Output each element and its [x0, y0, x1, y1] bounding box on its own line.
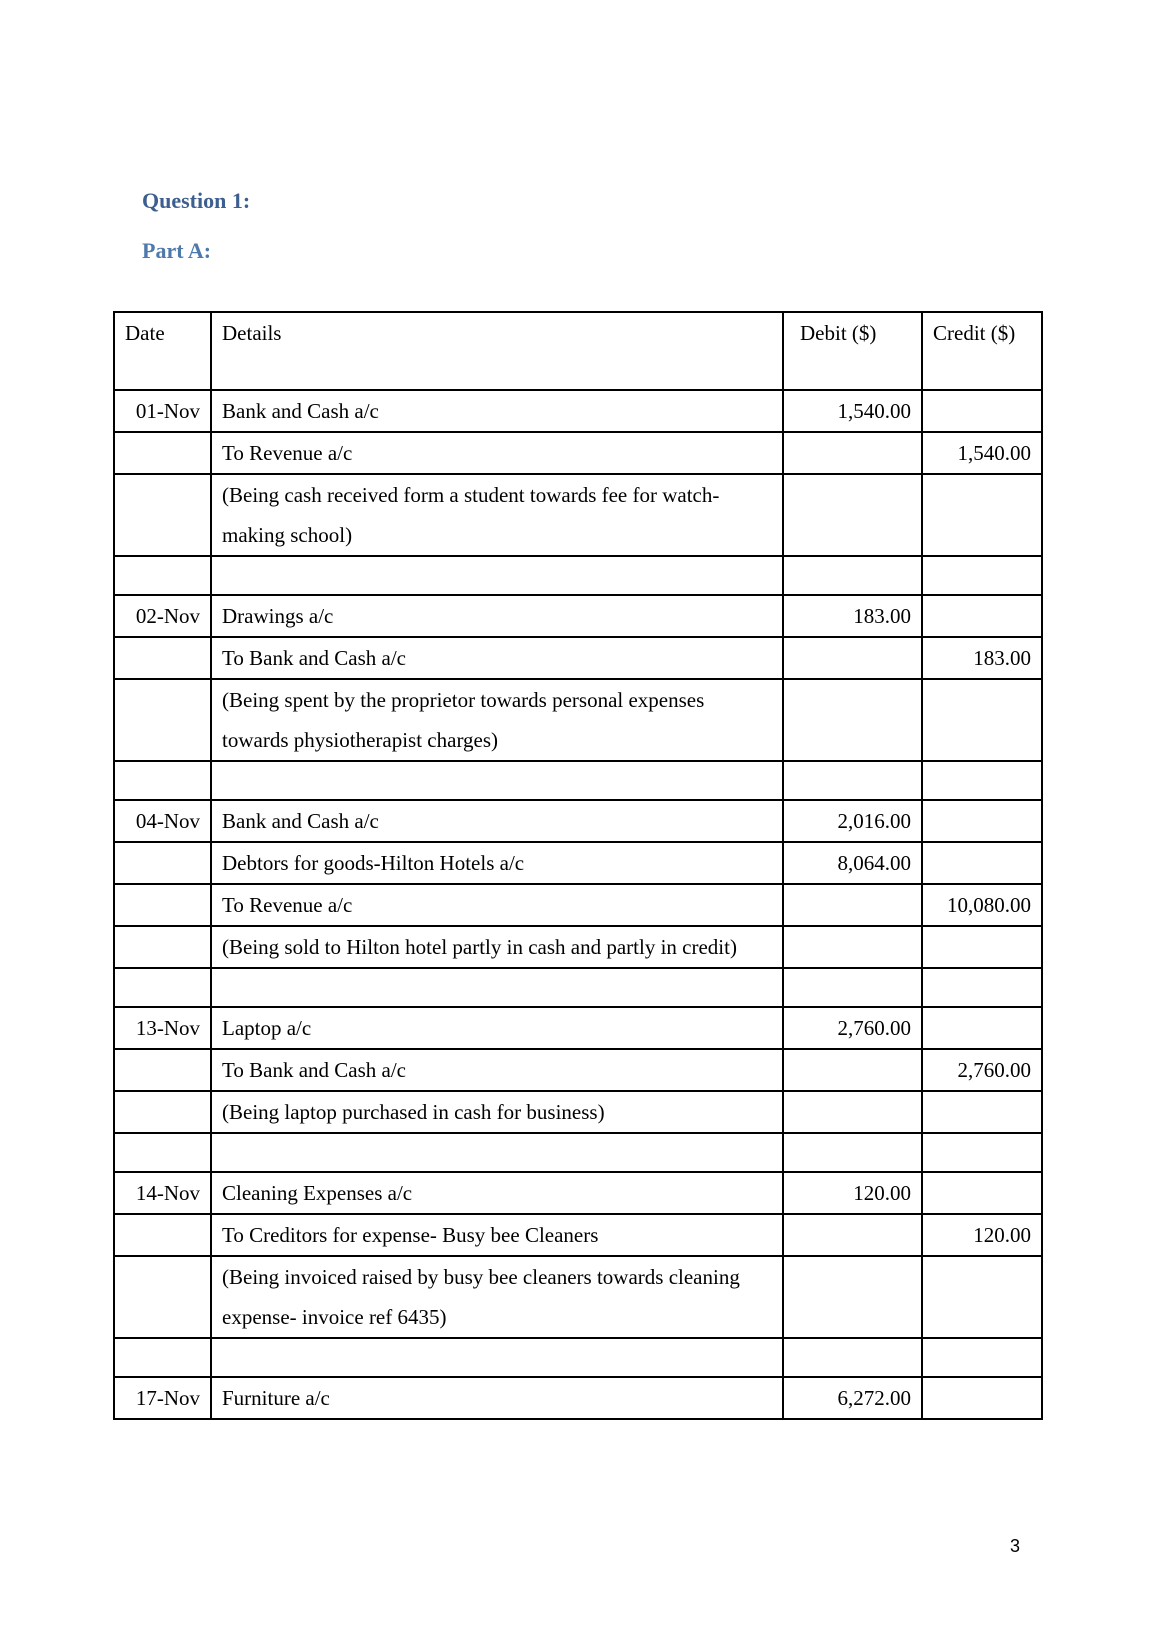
cell-credit [922, 926, 1042, 968]
cell-date [114, 679, 211, 761]
cell-details: Bank and Cash a/c [211, 390, 783, 432]
cell-date: 17-Nov [114, 1377, 211, 1419]
cell-debit [783, 474, 922, 556]
cell-credit [922, 1007, 1042, 1049]
cell-debit [783, 1256, 922, 1338]
cell-debit: 6,272.00 [783, 1377, 922, 1419]
cell-details: To Revenue a/c [211, 432, 783, 474]
cell-debit: 8,064.00 [783, 842, 922, 884]
cell-date [114, 1338, 211, 1377]
cell-debit [783, 637, 922, 679]
table-header-row [114, 312, 1042, 390]
question-heading: Question 1: [142, 188, 251, 213]
cell-date [114, 474, 211, 556]
cell-debit [783, 1049, 922, 1091]
cell-credit [922, 1172, 1042, 1214]
cell-debit [783, 679, 922, 761]
table-row [114, 1091, 1042, 1133]
cell-details: To Bank and Cash a/c [211, 1049, 783, 1091]
table-row [114, 1133, 1042, 1172]
table-row [114, 800, 1042, 842]
table-row [114, 679, 1042, 761]
cell-debit [783, 926, 922, 968]
cell-debit: 2,016.00 [783, 800, 922, 842]
table-row [114, 1172, 1042, 1214]
cell-credit [922, 968, 1042, 1007]
cell-details: (Being laptop purchased in cash for business) [211, 1091, 783, 1133]
cell-details: (Being sold to Hilton hotel partly in cash and partly in credit) [211, 926, 783, 968]
cell-debit [783, 761, 922, 800]
page-number: 3 [1010, 1536, 1021, 1556]
cell-credit [922, 842, 1042, 884]
cell-date [114, 842, 211, 884]
cell-details: Debtors for goods-Hilton Hotels a/c [211, 842, 783, 884]
cell-date: 04-Nov [114, 800, 211, 842]
table-row [114, 761, 1042, 800]
cell-debit: 2,760.00 [783, 1007, 922, 1049]
cell-details: To Creditors for expense- Busy bee Cleaners [211, 1214, 783, 1256]
cell-credit [922, 1338, 1042, 1377]
cell-details [211, 761, 783, 800]
cell-date [114, 1049, 211, 1091]
cell-details: Laptop a/c [211, 1007, 783, 1049]
cell-debit [783, 556, 922, 595]
cell-date: 14-Nov [114, 1172, 211, 1214]
cell-credit [922, 474, 1042, 556]
cell-credit [922, 800, 1042, 842]
table-row [114, 1214, 1042, 1256]
table-row [114, 637, 1042, 679]
cell-details: Bank and Cash a/c [211, 800, 783, 842]
cell-debit [783, 1338, 922, 1377]
cell-date [114, 761, 211, 800]
cell-date [114, 556, 211, 595]
cell-credit [922, 1256, 1042, 1338]
table-row [114, 556, 1042, 595]
cell-credit [922, 390, 1042, 432]
journal-entries-table [113, 311, 1043, 1420]
cell-debit: 1,540.00 [783, 390, 922, 432]
cell-details: Furniture a/c [211, 1377, 783, 1419]
cell-details: To Revenue a/c [211, 884, 783, 926]
cell-debit [783, 1214, 922, 1256]
table-row [114, 1049, 1042, 1091]
cell-credit: 1,540.00 [922, 432, 1042, 474]
cell-debit [783, 1091, 922, 1133]
part-heading: Part A: [142, 238, 212, 263]
cell-details [211, 1338, 783, 1377]
cell-date [114, 1133, 211, 1172]
cell-debit [783, 432, 922, 474]
cell-credit [922, 595, 1042, 637]
cell-date: 01-Nov [114, 390, 211, 432]
table-row [114, 1338, 1042, 1377]
journal-body [114, 390, 1042, 1419]
cell-date: 02-Nov [114, 595, 211, 637]
table-row [114, 926, 1042, 968]
table-row [114, 1256, 1042, 1338]
cell-details [211, 1133, 783, 1172]
cell-credit [922, 1091, 1042, 1133]
header-details: Details [211, 312, 783, 390]
cell-details [211, 556, 783, 595]
table-row [114, 595, 1042, 637]
cell-date: 13-Nov [114, 1007, 211, 1049]
cell-debit [783, 968, 922, 1007]
cell-credit [922, 1377, 1042, 1419]
table-row [114, 968, 1042, 1007]
cell-details: Cleaning Expenses a/c [211, 1172, 783, 1214]
cell-details [211, 968, 783, 1007]
cell-date [114, 637, 211, 679]
cell-credit [922, 679, 1042, 761]
table-row [114, 390, 1042, 432]
cell-debit [783, 1133, 922, 1172]
cell-credit [922, 761, 1042, 800]
cell-date [114, 1256, 211, 1338]
cell-debit [783, 884, 922, 926]
header-debit: Debit ($) [783, 312, 922, 390]
header-credit: Credit ($) [922, 312, 1042, 390]
cell-details: Drawings a/c [211, 595, 783, 637]
cell-details: (Being invoiced raised by busy bee cleaners towards cleaning expense- invoice ref 6435) [211, 1256, 783, 1338]
cell-date [114, 884, 211, 926]
cell-details: (Being cash received form a student towards fee for watch-making school) [211, 474, 783, 556]
cell-debit: 183.00 [783, 595, 922, 637]
cell-credit: 120.00 [922, 1214, 1042, 1256]
cell-credit [922, 556, 1042, 595]
table-row [114, 432, 1042, 474]
cell-date [114, 926, 211, 968]
cell-credit [922, 1133, 1042, 1172]
cell-credit: 183.00 [922, 637, 1042, 679]
cell-details: (Being spent by the proprietor towards personal expenses towards physiotherapist charges) [211, 679, 783, 761]
cell-details: To Bank and Cash a/c [211, 637, 783, 679]
cell-credit: 2,760.00 [922, 1049, 1042, 1091]
table-row [114, 884, 1042, 926]
cell-date [114, 968, 211, 1007]
table-row [114, 842, 1042, 884]
header-date: Date [114, 312, 211, 390]
table-row [114, 1007, 1042, 1049]
cell-date [114, 1214, 211, 1256]
cell-credit: 10,080.00 [922, 884, 1042, 926]
cell-date [114, 1091, 211, 1133]
cell-debit: 120.00 [783, 1172, 922, 1214]
table-row [114, 1377, 1042, 1419]
table-row [114, 474, 1042, 556]
cell-date [114, 432, 211, 474]
